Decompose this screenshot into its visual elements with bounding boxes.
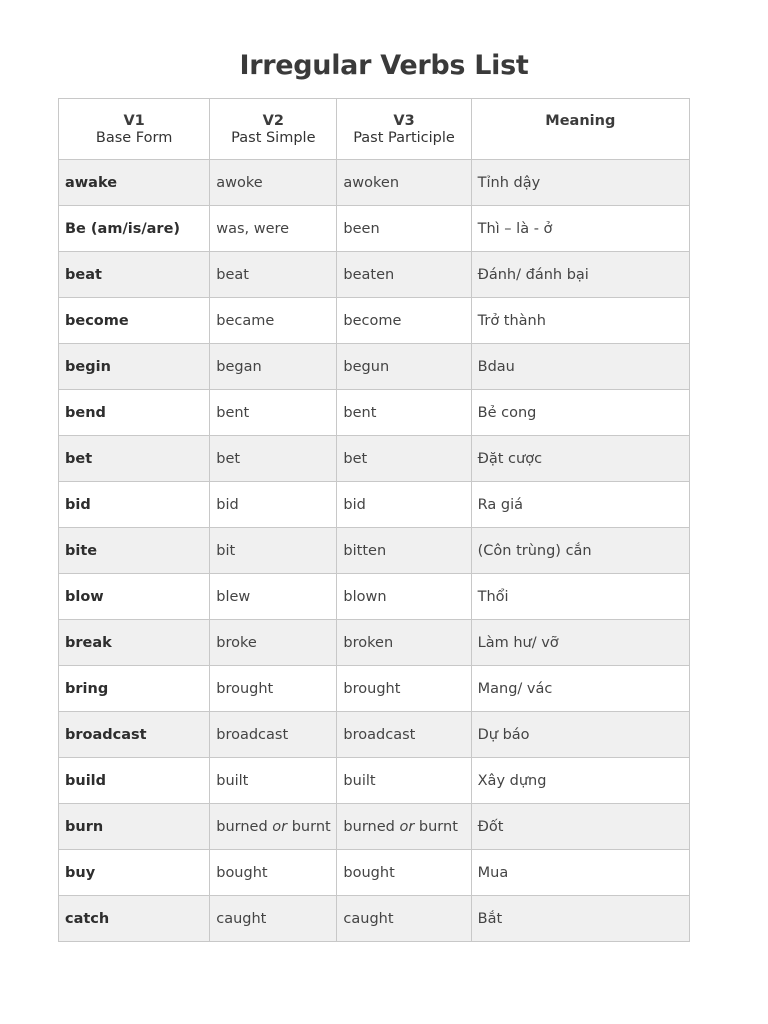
cell-base-form: Be (am/is/are) [59,206,210,252]
cell-past-participle: awoken [337,160,471,206]
table-row [59,206,690,252]
cell-base-form: awake [59,160,210,206]
cell-past-simple: blew [210,574,337,620]
cell-base-form: break [59,620,210,666]
cell-past-simple: brought [210,666,337,712]
cell-meaning: (Côn trùng) cắn [471,528,689,574]
cell-past-participle: blown [337,574,471,620]
header-base-form [59,99,210,160]
cell-base-form: begin [59,344,210,390]
cell-base-form: build [59,758,210,804]
cell-base-form: bring [59,666,210,712]
cell-past-participle: begun [337,344,471,390]
table-row [59,804,690,850]
header-past-participle-label: Past Participle [353,130,455,146]
table-row [59,896,690,942]
cell-past-simple [210,804,337,850]
page-title: Irregular Verbs List [239,50,529,81]
cell-past-participle: bought [337,850,471,896]
cell-meaning: Đánh/ đánh bại [471,252,689,298]
table-row [59,390,690,436]
cell-past-participle: bitten [337,528,471,574]
cell-meaning: Thổi [471,574,689,620]
cell-base-form: bid [59,482,210,528]
cell-meaning: Đặt cược [471,436,689,482]
table-header-row [59,99,690,160]
cell-meaning: Trở thành [471,298,689,344]
table-row [59,850,690,896]
cell-meaning: Mang/ vác [471,666,689,712]
cell-base-form: buy [59,850,210,896]
header-past-participle [337,99,471,160]
table-body [59,160,690,942]
header-meaning [471,99,689,160]
cell-base-form: beat [59,252,210,298]
cell-past-participle: bid [337,482,471,528]
cell-past-simple: caught [210,896,337,942]
cell-meaning: Thì – là - ở [471,206,689,252]
header-past-participle-code: V3 [393,113,415,129]
header-meaning-label: Meaning [545,113,616,129]
cell-meaning: Đốt [471,804,689,850]
header-past-simple-code: V2 [262,113,284,129]
cell-base-form: burn [59,804,210,850]
cell-past-simple: beat [210,252,337,298]
cell-past-participle: broken [337,620,471,666]
table-row [59,160,690,206]
cell-past-participle: built [337,758,471,804]
cell-base-form: bite [59,528,210,574]
cell-base-form: bet [59,436,210,482]
header-base-form-code: V1 [123,113,145,129]
cell-past-simple: broadcast [210,712,337,758]
table-row [59,712,690,758]
header-past-simple [210,99,337,160]
cell-meaning: Dự báo [471,712,689,758]
table-row [59,666,690,712]
table-row [59,758,690,804]
cell-meaning: Bắt [471,896,689,942]
cell-meaning: Bẻ cong [471,390,689,436]
irregular-verbs-table [58,98,690,942]
cell-meaning: Tỉnh dậy [471,160,689,206]
cell-meaning: Mua [471,850,689,896]
cell-past-participle [337,804,471,850]
cell-past-simple: became [210,298,337,344]
cell-meaning: Xây dựng [471,758,689,804]
cell-past-simple: bent [210,390,337,436]
cell-meaning: Làm hư/ vỡ [471,620,689,666]
cell-base-form: bend [59,390,210,436]
cell-past-simple: bought [210,850,337,896]
table-row [59,436,690,482]
cell-past-participle: brought [337,666,471,712]
table-row [59,528,690,574]
cell-past-participle: caught [337,896,471,942]
cell-meaning: Bdau [471,344,689,390]
cell-base-form: broadcast [59,712,210,758]
cell-base-form: catch [59,896,210,942]
table-row [59,344,690,390]
cell-meaning: Ra giá [471,482,689,528]
cell-past-simple: built [210,758,337,804]
cell-past-participle: beaten [337,252,471,298]
cell-past-simple-part: burnt [287,818,331,835]
cell-past-simple: began [210,344,337,390]
cell-past-participle: bent [337,390,471,436]
header-past-simple-label: Past Simple [231,130,316,146]
cell-past-participle: broadcast [337,712,471,758]
header-base-form-label: Base Form [95,130,173,146]
cell-past-participle-part: or [399,818,415,835]
cell-past-simple: bet [210,436,337,482]
table-row [59,620,690,666]
cell-past-simple: was, were [210,206,337,252]
table-row [59,298,690,344]
cell-past-participle-part: burnt [414,818,458,835]
table-row [59,574,690,620]
cell-past-participle-part: burned [343,818,400,835]
cell-past-participle: bet [337,436,471,482]
table-row [59,482,690,528]
cell-base-form: blow [59,574,210,620]
cell-past-simple-part: or [272,818,288,835]
table-row [59,252,690,298]
cell-past-simple-part: burned [216,818,273,835]
cell-past-simple: bit [210,528,337,574]
cell-past-simple: awoke [210,160,337,206]
cell-past-simple: broke [210,620,337,666]
cell-base-form: become [59,298,210,344]
cell-past-participle: become [337,298,471,344]
cell-past-participle: been [337,206,471,252]
cell-past-simple: bid [210,482,337,528]
